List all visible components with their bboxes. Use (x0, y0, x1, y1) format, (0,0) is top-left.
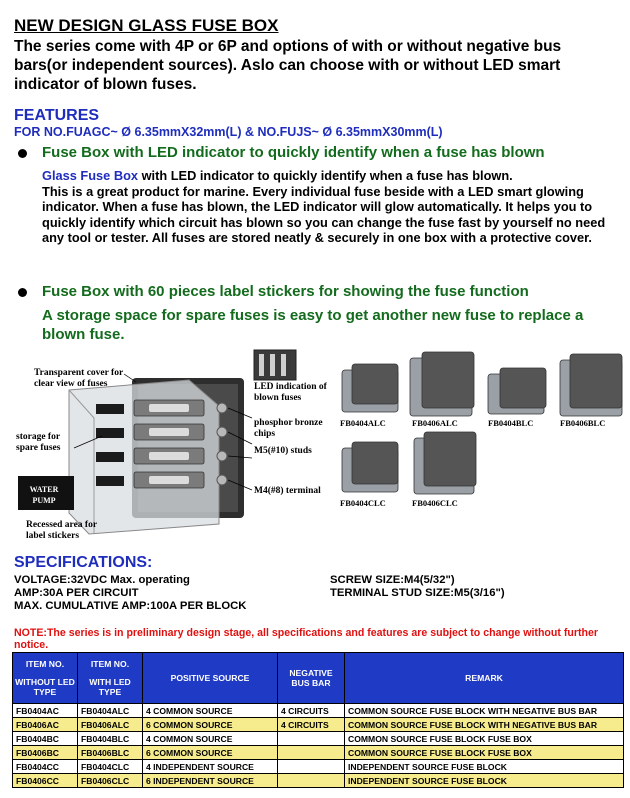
cell-remark: COMMON SOURCE FUSE BLOCK WITH NEGATIVE BUS BAR (345, 718, 624, 732)
fuse-box-illustration (14, 348, 336, 548)
header-item-no: ITEM NO. (25, 659, 65, 669)
cell-remark: COMMON SOURCE FUSE BLOCK FUSE BOX (345, 732, 624, 746)
cell-remark: COMMON SOURCE FUSE BLOCK FUSE BOX (345, 746, 624, 760)
cell-with: FB0404ALC (78, 704, 143, 718)
cell-remark: INDEPENDENT SOURCE FUSE BLOCK (345, 774, 624, 788)
cell-negative: 4 CIRCUITS (278, 718, 345, 732)
thumbnails-drawing (338, 348, 628, 518)
cell-positive: 4 COMMON SOURCE (143, 704, 278, 718)
header-with-led-label: WITH LED TYPE (89, 677, 131, 697)
features-subheading: FOR NO.FUAGC~ Ø 6.35mmX32mm(L) & NO.FUJS~ Ø 6.35mmX30mm(L) (14, 125, 443, 139)
cell-with: FB0404BLC (78, 732, 143, 746)
cell-without: FB0404AC (13, 704, 78, 718)
cell-with: FB0404CLC (78, 760, 143, 774)
thumb-label: FB0404CLC (340, 498, 386, 508)
table-row (13, 718, 624, 732)
feature-bullet-stickers: Fuse Box with 60 pieces label stickers for showing the fuse function (42, 283, 529, 300)
thumb-label: FB0404ALC (340, 418, 386, 428)
feature-storage-paragraph: A storage space for spare fuses is easy to get another new fuse to replace a blown fuse. (42, 307, 584, 343)
feature-led-description: This is a great product for marine. Every individual fuse beside with a LED smart glowing indicator. When a fuse has blown, the LED indicator will glow automatically. It helps you to quickly identify which circuit has blown so you can change the fuse fast by yourself no need any tool or tester. All fuses are stored neatly & securely in one box with a protective cover. (42, 183, 606, 245)
cell-with: FB0406CLC (78, 774, 143, 788)
table-row (13, 732, 624, 746)
features-heading: FEATURES (14, 107, 100, 124)
bullet-dot-icon (18, 288, 27, 297)
page-title: NEW DESIGN GLASS FUSE BOX (14, 16, 279, 35)
intro-text: The series come with 4P or 6P and options of with or without negative bus bars(or independent sources). Aslo can choose with or without LED smart indicator of blown fuses. (14, 38, 562, 93)
spec-amp: AMP:30A PER CIRCUIT (14, 587, 139, 599)
header-without-led (13, 653, 78, 704)
table-row (13, 704, 624, 718)
cell-remark: COMMON SOURCE FUSE BLOCK WITH NEGATIVE BUS BAR (345, 704, 624, 718)
thumb-label: FB0406CLC (412, 498, 458, 508)
cell-positive: 6 COMMON SOURCE (143, 718, 278, 732)
header-without-led-label: WITHOUT LED TYPE (15, 677, 75, 697)
specifications-heading: SPECIFICATIONS: (14, 554, 153, 571)
spec-screw: SCREW SIZE:M4(5/32") (330, 574, 455, 586)
header-with-led (78, 653, 143, 704)
design-note: NOTE:The series is in preliminary design stage, all specifications and features are subject to change without further notice. (14, 627, 598, 651)
callout-phosphor: phosphor bronze chips (254, 418, 323, 439)
callout-transparent-cover: Transparent cover for clear view of fuses (34, 368, 124, 389)
callout-led: LED indication of blown fuses (254, 382, 327, 403)
header-remark: REMARK (345, 653, 624, 704)
cell-with: FB0406ALC (78, 718, 143, 732)
header-positive: POSITIVE SOURCE (143, 653, 278, 704)
callout-m5: M5(#10) studs (254, 446, 312, 456)
cell-positive: 4 INDEPENDENT SOURCE (143, 760, 278, 774)
cell-negative (278, 774, 345, 788)
product-name: Glass Fuse Box (42, 168, 139, 183)
header-negative: NEGATIVE BUS BAR (278, 653, 345, 704)
cell-without: FB0404CC (13, 760, 78, 774)
product-table (12, 652, 624, 788)
header-item-no: ITEM NO. (90, 659, 130, 669)
callout-recessed: Recessed area for label stickers (26, 520, 97, 541)
thumb-label: FB0404BLC (488, 418, 534, 428)
cell-without: FB0406AC (13, 718, 78, 732)
callout-m4: M4(#8) terminal (254, 486, 321, 496)
feature-led-paragraph (42, 168, 622, 246)
cell-negative: 4 CIRCUITS (278, 704, 345, 718)
cell-remark: INDEPENDENT SOURCE FUSE BLOCK (345, 760, 624, 774)
callout-storage: storage for spare fuses (16, 432, 61, 453)
water-pump-sticker: WATER PUMP (29, 485, 59, 505)
bullet-dot-icon (18, 149, 27, 158)
thumb-label: FB0406ALC (412, 418, 458, 428)
thumb-label: FB0406BLC (560, 418, 606, 428)
cell-without: FB0406BC (13, 746, 78, 760)
cell-positive: 4 COMMON SOURCE (143, 732, 278, 746)
product-thumbnails (338, 348, 628, 518)
product-lead-text: with LED indicator to quickly identify when a fuse has blown. (138, 168, 513, 183)
cell-negative (278, 760, 345, 774)
cell-negative (278, 732, 345, 746)
cell-positive: 6 COMMON SOURCE (143, 746, 278, 760)
feature-bullet-led: Fuse Box with LED indicator to quickly identify when a fuse has blown (42, 144, 545, 161)
cell-positive: 6 INDEPENDENT SOURCE (143, 774, 278, 788)
table-row (13, 774, 624, 788)
table-row (13, 746, 624, 760)
cell-with: FB0406BLC (78, 746, 143, 760)
cell-negative (278, 746, 345, 760)
spec-max-amp: MAX. CUMULATIVE AMP:100A PER BLOCK (14, 600, 247, 612)
cell-without: FB0406CC (13, 774, 78, 788)
table-header-row (13, 653, 624, 704)
spec-voltage: VOLTAGE:32VDC Max. operating (14, 574, 190, 586)
cell-without: FB0404BC (13, 732, 78, 746)
spec-terminal: TERMINAL STUD SIZE:M5(3/16") (330, 587, 505, 599)
table-row (13, 760, 624, 774)
